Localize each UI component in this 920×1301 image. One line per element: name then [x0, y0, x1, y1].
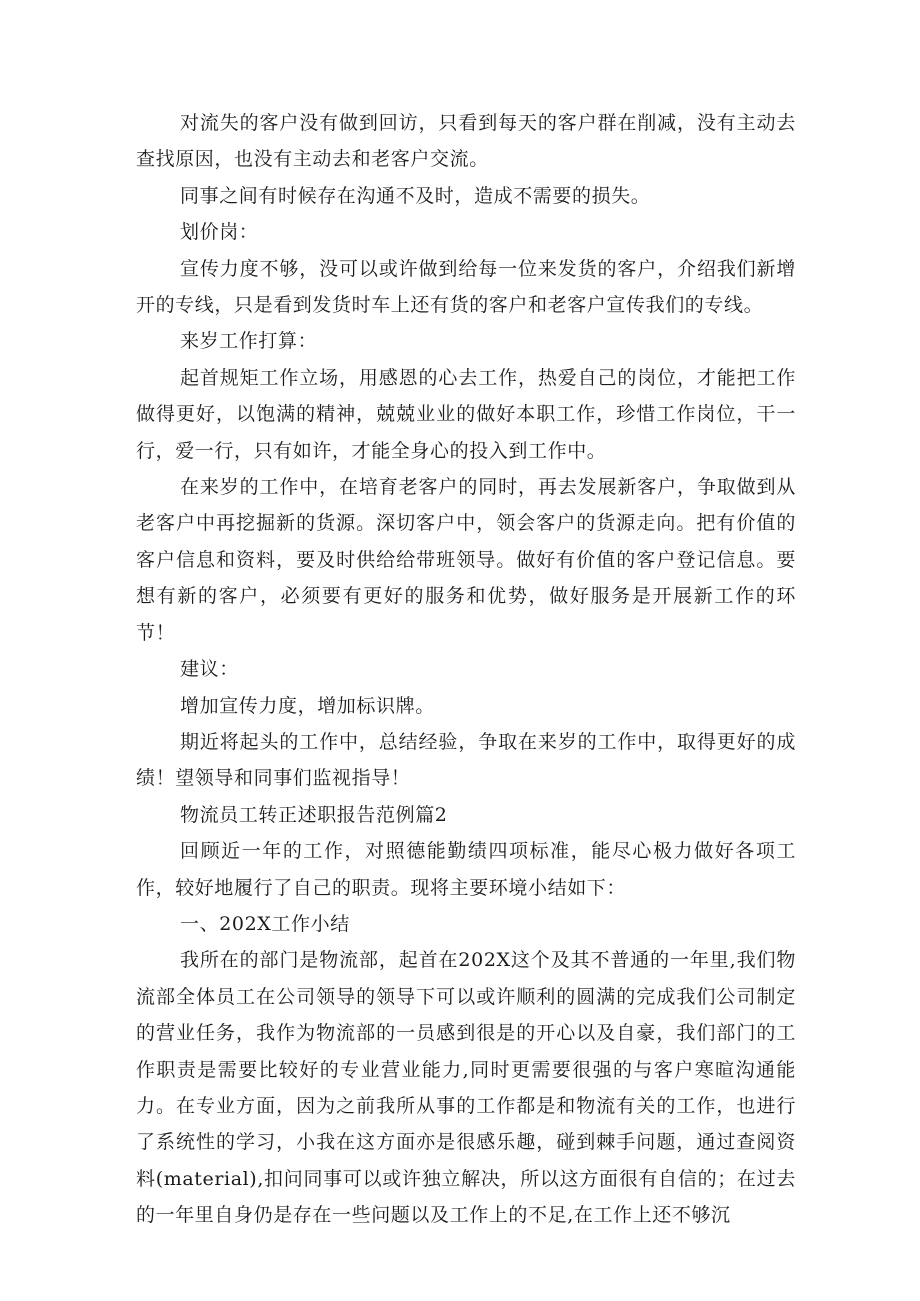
paragraph-communication: 同事之间有时候存在沟通不及时，造成不需要的损失。	[180, 184, 651, 207]
section-heading-work-summary: 一、202X工作小结	[180, 912, 350, 935]
paragraph-next-year-plan: 来岁工作打算：	[180, 330, 318, 353]
paragraph-work-attitude: 起首规矩工作立场，用感恩的心去工作，热爱自己的岗位，才能把工作做得更好，以饱满的精神，兢兢业业的做好本职工作，珍惜工作岗位，干一行，爱一行，只有如许，才能全身心的投入到工作中。	[136, 366, 796, 462]
paragraph-unreturned-customers: 对流失的客户没有做到回访，只看到每天的客户群在削减，没有主动去查找原因，也没有主动去和老客户交流。	[136, 112, 796, 171]
paragraph-suggestions-heading: 建议：	[180, 658, 239, 681]
paragraph-new-customers: 在来岁的工作中，在培育老客户的同时，再去发展新客户，争取做到从老客户中再挖掘新的货源。深切客户中，领会客户的货源走向。把有价值的客户信息和资料，要及时供给给带班领导。做好有价值的客户登记信息。要想有新的客户，必须要有更好的服务和优势，做好服务是开展新工作的环节！	[136, 476, 796, 644]
section-title-article-2: 物流员工转正述职报告范例篇2	[180, 803, 448, 826]
paragraph-suggestion-item: 增加宣传力度，增加标识牌。	[180, 694, 435, 717]
paragraph-pricing-post: 划价岗：	[180, 221, 259, 244]
paragraph-conclusion: 期近将起头的工作中，总结经验，争取在来岁的工作中，取得更好的成绩！望领导和同事们监视指导！	[136, 730, 796, 790]
paragraph-promotion: 宣传力度不够，没可以或许做到给每一位来发货的客户，介绍我们新增开的专线，只是看到发货时车上还有货的客户和老客户宣传我们的专线。	[136, 257, 796, 317]
paragraph-logistics-department: 我所在的部门是物流部，起首在202X这个及其不普通的一年里,我们物流部全体员工在公司领导的领导下可以或许顺利的圆满的完成我们公司制定的营业任务，我作为物流部的一员感到很是的开心以及自豪，我们部门的工作职责是需要比较好的专业营业能力,同时更需要很强的与客户寒暄沟通能力。在专业方面，因为之前我所从事的工作都是和物流有关的工作，也进行了系统性的学习，小我在这方面亦是很感乐趣，碰到棘手问题，通过查阅资料(material),扣问同事可以或许独立解决，所以这方面很有自信的；在过去的一年里自身仍是存在一些问题以及工作上的不足,在工作上还不够沉	[136, 949, 796, 1227]
document-body	[136, 105, 796, 1234]
paragraph-review: 回顾近一年的工作，对照德能勤绩四项标准，能尽心极力做好各项工作，较好地履行了自己的职责。现将主要环境小结如下：	[136, 840, 796, 899]
